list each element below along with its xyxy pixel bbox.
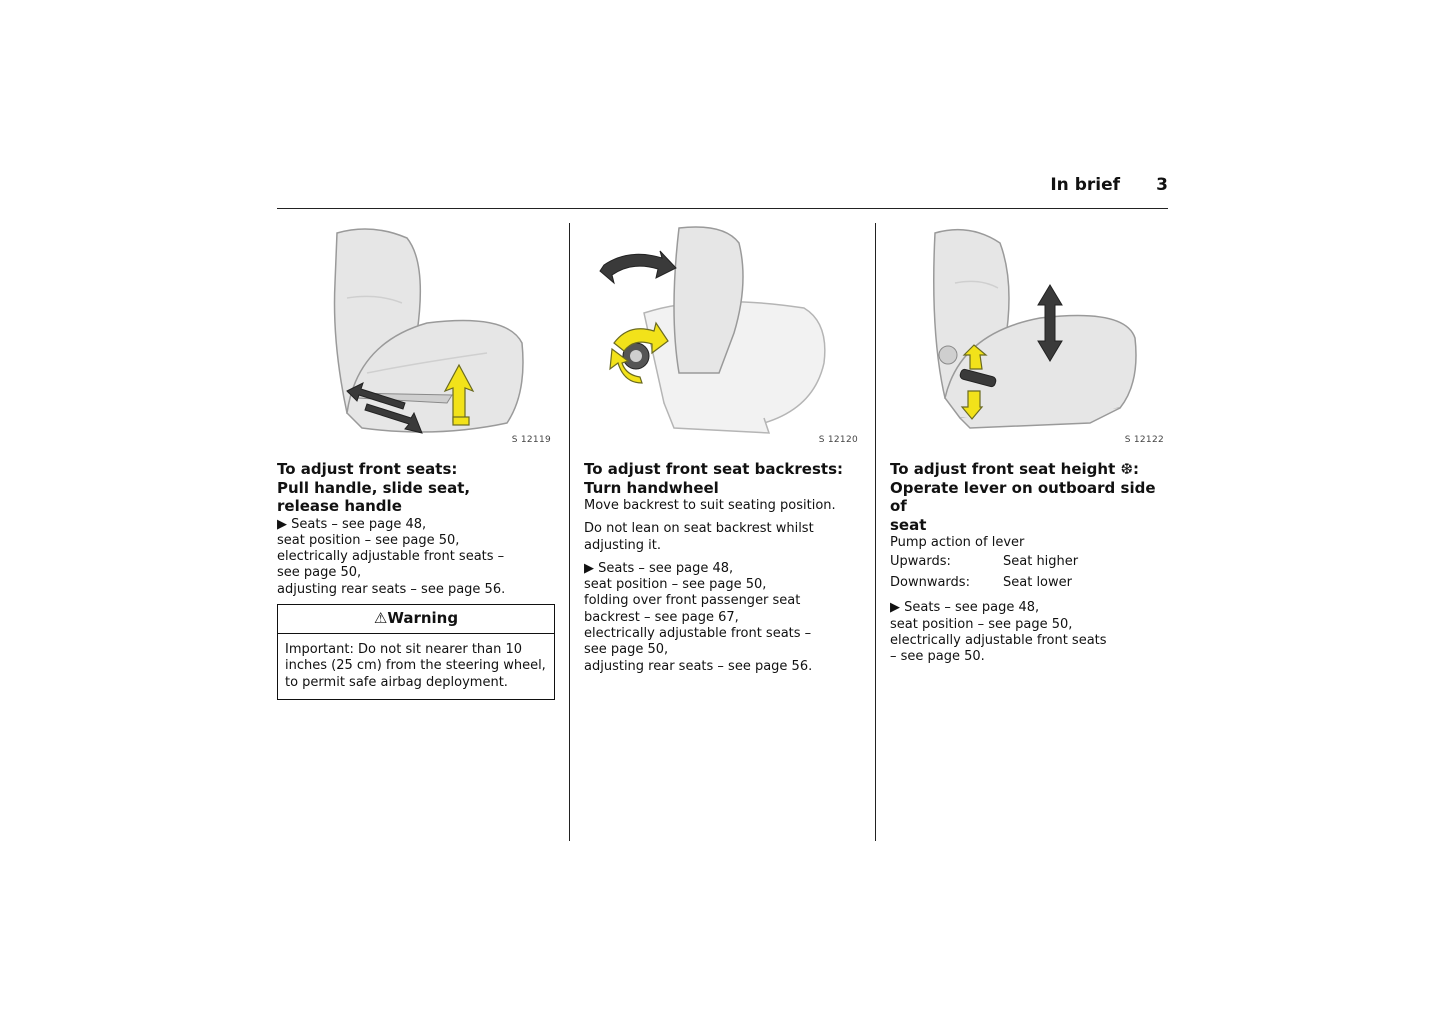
section-heading: To adjust front seats: Pull handle, slide seat, release handle (277, 460, 471, 515)
column-divider (569, 223, 570, 841)
page-references: ▶ Seats – see page 48, seat position – see page 50, electrically adjustable front seats – see page 50. (890, 600, 1107, 665)
warning-icon: ⚠ (373, 608, 388, 627)
seat-height-illustration (890, 223, 1168, 445)
figure-code: S 12120 (818, 435, 858, 445)
page-references: ▶ Seats – see page 48, seat position – see page 50, folding over front passenger seat backrest – see page 67, electrically adjustable front seats – see page 50, adjusting rear seats – see page 56. (584, 560, 813, 674)
warning-text: Important: Do not sit nearer than 10 inches (25 cm) from the steering wheel, to permit safe airbag deployment. (285, 641, 546, 690)
figure-code: S 12122 (1124, 435, 1164, 445)
column-backrests (584, 223, 862, 675)
seat-slide-illustration (277, 223, 555, 445)
column-front-seats (277, 223, 555, 700)
page-number: 3 (1156, 175, 1168, 195)
body-text: Do not lean on seat backrest whilst adjusting it. (584, 521, 814, 553)
warning-title: Warning (387, 608, 459, 627)
backrest-illustration (584, 223, 862, 445)
section-heading: To adjust front seat height ❆: Operate lever on outboard side of seat (890, 460, 1156, 534)
body-text: Pump action of lever (890, 535, 1025, 550)
header-rule (277, 208, 1168, 209)
lever-action-table (890, 551, 1168, 593)
table-row: Upwards: Seat higher (890, 554, 1079, 570)
warning-header (278, 605, 554, 634)
column-seat-height (890, 223, 1168, 665)
section-heading: To adjust front seat backrests: Turn handwheel (584, 460, 844, 497)
warning-box (277, 604, 555, 700)
page-references: ▶ Seats – see page 48, seat position – see page 50, electrically adjustable front seats – see page 50, adjusting rear seats – see page 56. (277, 516, 506, 597)
body-text: Move backrest to suit seating position. (584, 498, 836, 513)
figure-code: S 12119 (511, 435, 551, 445)
section-title: In brief (1050, 175, 1120, 195)
table-row: Downwards: Seat lower (890, 575, 1072, 591)
column-divider (875, 223, 876, 841)
